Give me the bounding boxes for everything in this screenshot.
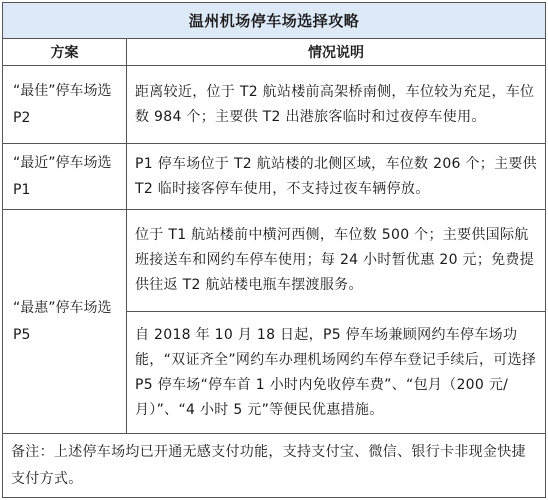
- table-row: [3, 66, 546, 144]
- header-info: 情况说明: [127, 39, 546, 66]
- plan-cell-p1: “最近”停车场选 P1: [3, 144, 127, 210]
- desc-text: 距离较近，位于 T2 航站楼前高架桥南侧，车位较为充足，车位数 984 个；主要供 T2 出港旅客临时和过夜停车使用。: [135, 83, 535, 125]
- desc-cell-p5-b: [127, 312, 546, 434]
- plan-cell-p5: “最惠”停车场选 P5: [3, 210, 127, 434]
- table-title: 温州机场停车场选择攻略: [3, 3, 546, 39]
- header-plan: 方案: [3, 39, 127, 66]
- desc-text: P1 停车场位于 T2 航站楼的北侧区域，车位数 206 个；主要供 T2 临时接客停车使用，不支持过夜车辆停放。: [135, 155, 537, 197]
- desc-cell-p5-a: [127, 210, 546, 312]
- desc-text: 自 2018 年 10 月 18 日起，P5 停车场兼顾网约车停车场功能，“双证齐全”网约车办理机场网约车停车登记手续后，可选择 P5 停车场“停车首 1 小时内免收停车费”、“包月（200 元/月）”、“4 小时 5 元”等便民优惠措施。: [135, 326, 537, 418]
- desc-text: 位于 T1 航站楼前中横河西侧，车位数 500 个；主要供国际航班接送车和网约车停车使用；每 24 小时暂优惠 20 元；免费提供往返 T2 航站楼电瓶车摆渡服务。: [135, 227, 535, 293]
- desc-cell-p1: [127, 144, 546, 210]
- header-row: [3, 39, 546, 66]
- table-row: [3, 144, 546, 210]
- table-row: [3, 210, 546, 312]
- plan-cell-p2: “最佳”停车场选 P2: [3, 66, 127, 144]
- title-row: [3, 3, 546, 39]
- note-row: [3, 434, 546, 498]
- desc-cell-p2: [127, 66, 546, 144]
- note-cell: 备注：上述停车场均已开通无感支付功能，支持支付宝、微信、银行卡非现金快捷支付方式。: [3, 434, 546, 498]
- parking-guide-table: [2, 2, 546, 498]
